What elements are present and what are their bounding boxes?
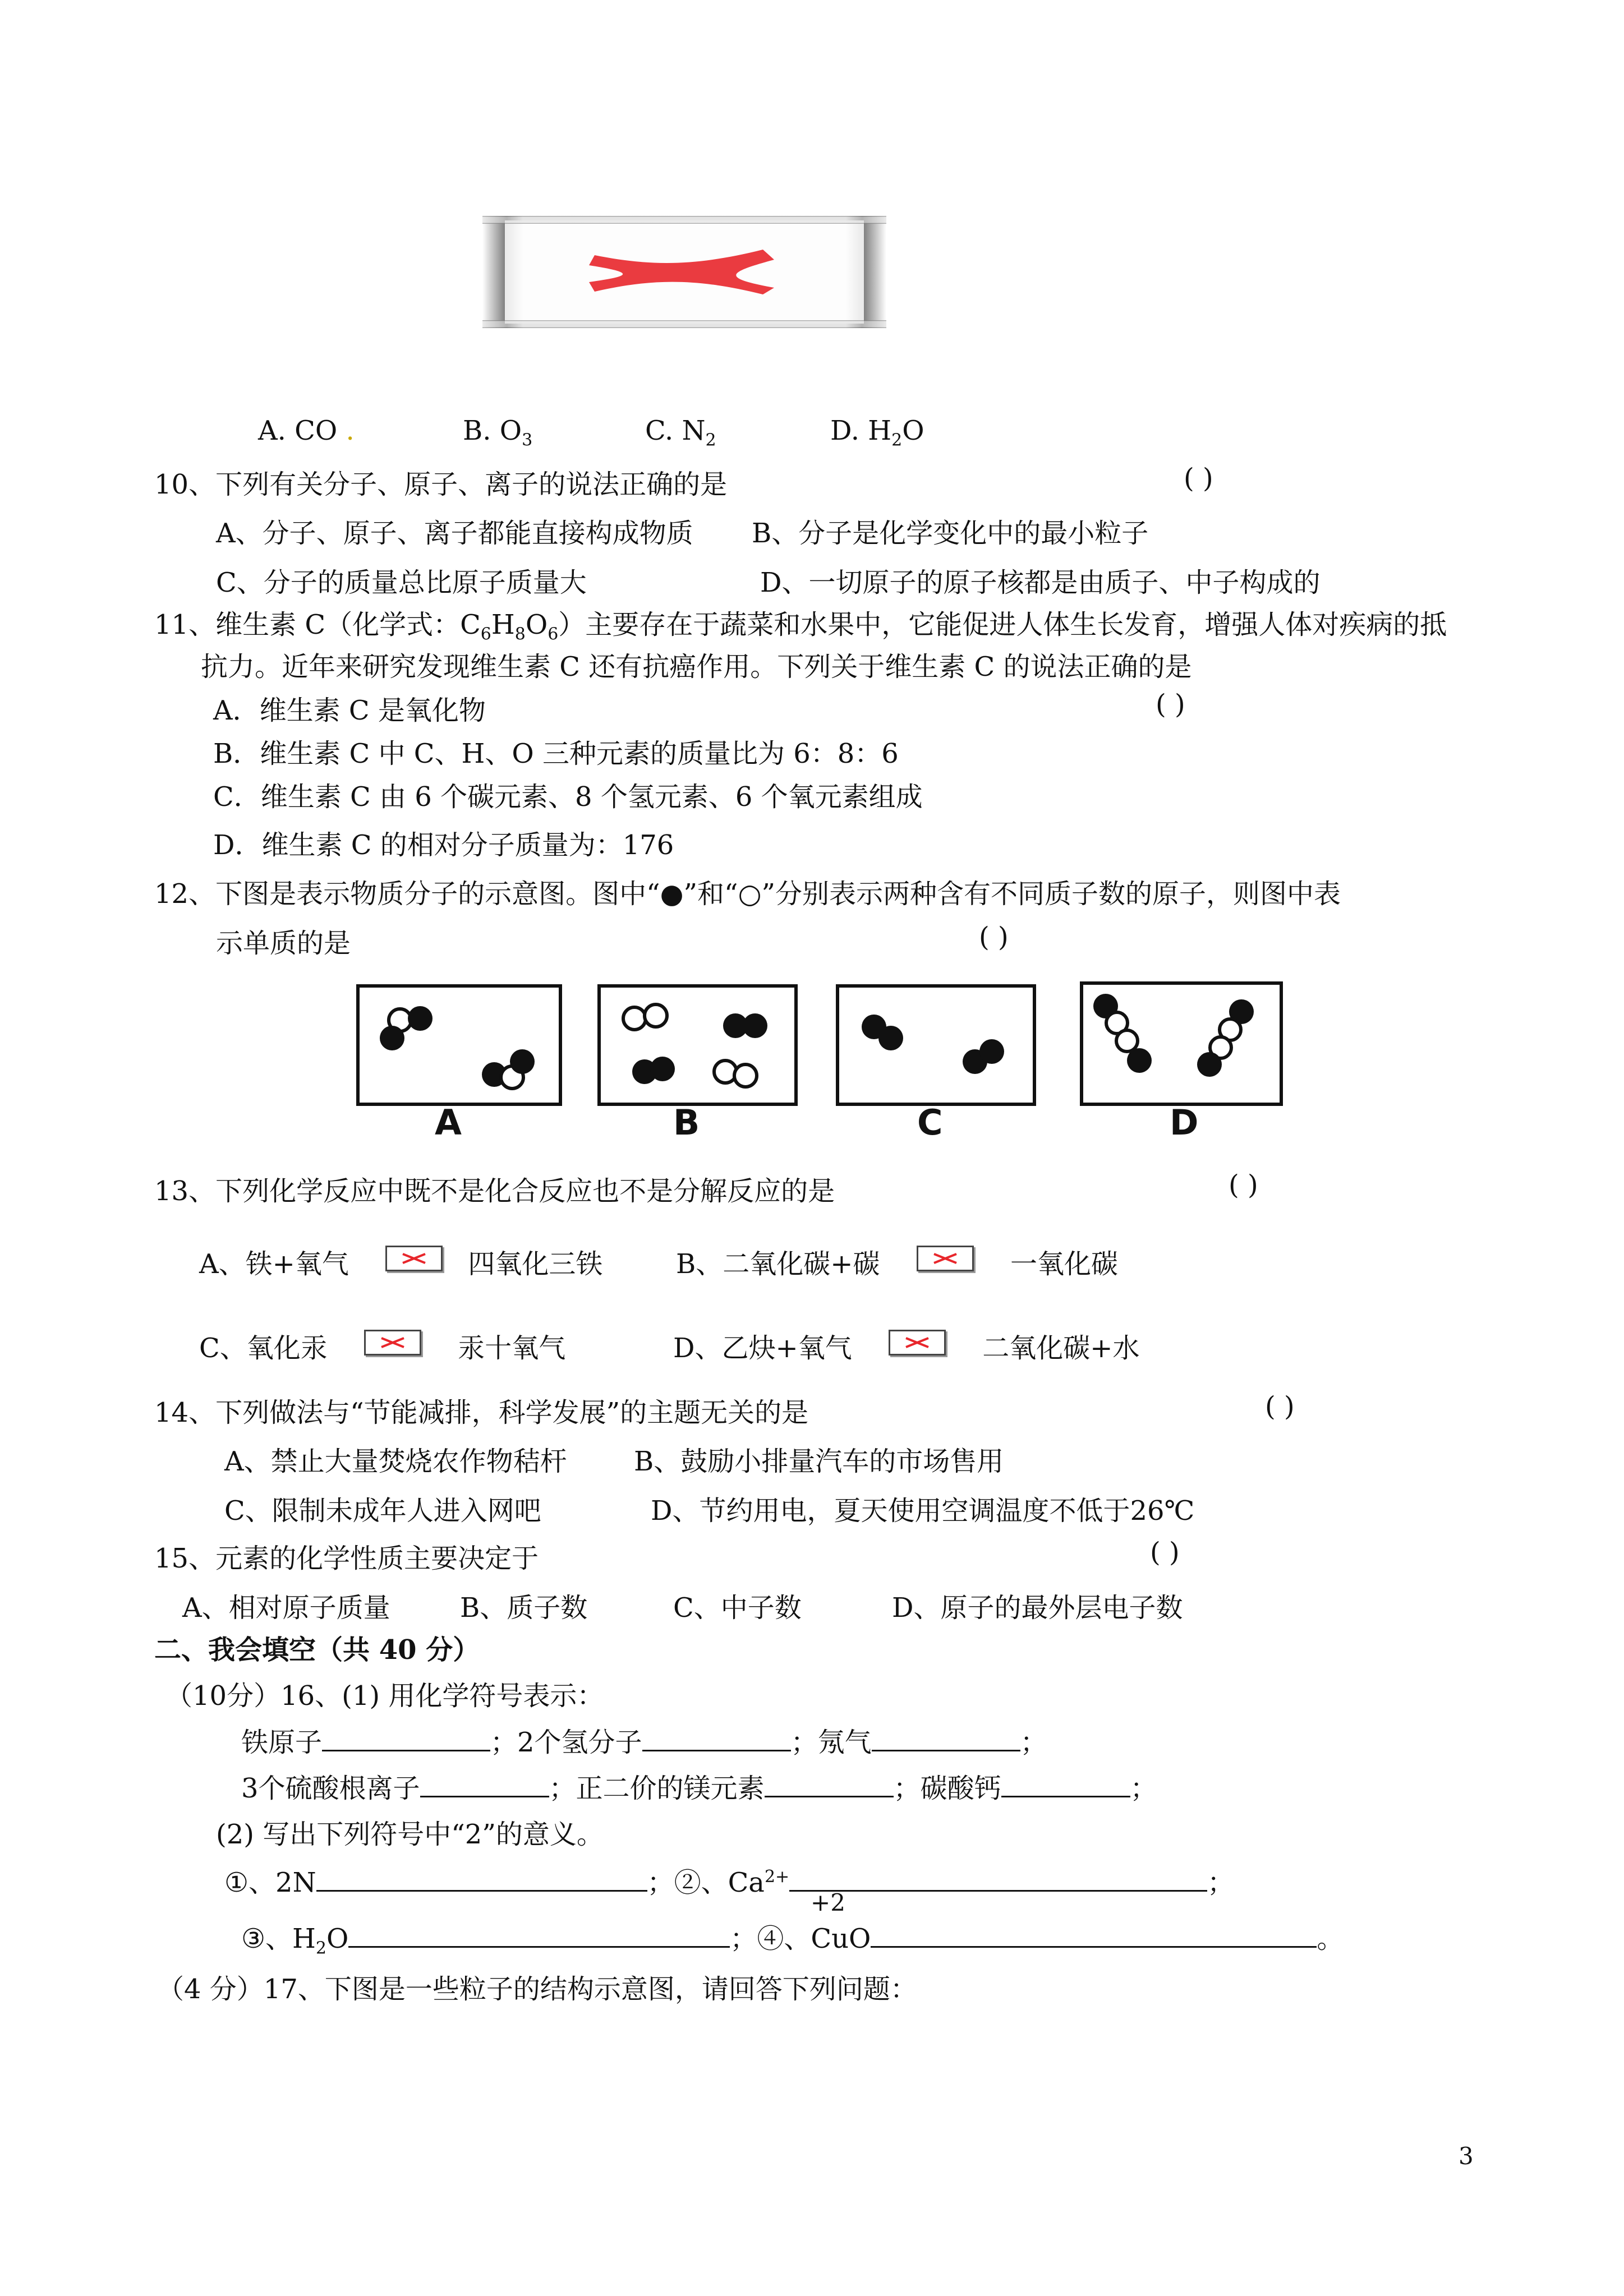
q11-option-b: B．维生素 C 中 C、H、O 三种元素的质量比为 6：8：6 — [213, 738, 899, 769]
q9-option-d: D. $H_2O$ — [830, 415, 924, 450]
q16-heading: （10分）16、(1) 用化学符号表示： — [165, 1680, 604, 1712]
q14-stem: 14、下列做法与“节能减排，科学发展”的主题无关的是 — [154, 1397, 809, 1428]
q12-stem-line1: 12、下图是表示物质分子的示意图。图中“●”和“○”分别表示两种含有不同质子数的原子，则图中表 — [154, 878, 1341, 910]
q16-cuo-charge: +2 — [811, 1889, 845, 1916]
molecule-label-c: C — [917, 1102, 943, 1143]
answer-blank-ca2[interactable] — [789, 1865, 1207, 1892]
answer-blank-calcium-carbonate[interactable] — [1001, 1771, 1130, 1797]
reaction-arrow-image-icon — [385, 1246, 443, 1271]
q16-line2: 3个硫酸根离子 ；正二价的镁元素 ；碳酸钙 ； — [241, 1767, 1157, 1805]
q15-option-a: A、相对原子质量 — [182, 1592, 390, 1624]
q11-stem-line2: 抗力。近年来研究发现维生素 C 还有抗癌作用。下列关于维生素 C 的说法正确的是 — [201, 651, 1192, 683]
section-heading: 二、我会填空（共 40 分） — [154, 1634, 480, 1666]
q11-option-c: C．维生素 C 由 6 个碳元素、8 个氢元素、6 个氧元素组成 — [213, 781, 923, 813]
answer-blank-sulfate-ion[interactable] — [420, 1771, 549, 1797]
q10-option-b: B、分子是化学变化中的最小粒子 — [752, 518, 1149, 549]
q14-option-b: B、鼓励小排量汽车的市场售用 — [634, 1446, 1004, 1477]
q12-answer-paren: ( ) — [979, 921, 1009, 953]
q13-option-b: B、二氧化碳+碳 一氧化碳 — [676, 1242, 1118, 1281]
q12-stem-line2: 示单质的是 — [216, 928, 351, 959]
molecule-label-b: B — [673, 1102, 700, 1143]
reaction-arrow-image-icon — [889, 1330, 946, 1356]
molecule-box-c — [836, 984, 1036, 1106]
q14-answer-paren: ( ) — [1265, 1391, 1295, 1422]
q9-option-c: C. $N_2$ — [645, 415, 716, 450]
molecule-label-d: D — [1170, 1102, 1199, 1143]
q15-stem: 15、元素的化学性质主要决定于 — [154, 1543, 539, 1574]
q11-stem-line1: 11、维生素 C（化学式：$C_6H_8O_6$）主要存在于蔬菜和水果中，它能促进人体生长发育，增强人体对疾病的抵 — [154, 609, 1447, 644]
q15-option-b: B、质子数 — [460, 1592, 588, 1624]
q16-line1: 铁原子 ；2个氢分子 ；氖气 ； — [241, 1721, 1047, 1759]
q16-part2: (2) 写出下列符号中“2”的意义。 — [216, 1819, 604, 1850]
q17-stem: （4 分）17、下图是一些粒子的结构示意图，请回答下列问题： — [157, 1974, 917, 2005]
molecule-label-a: A — [435, 1102, 462, 1143]
q14-option-d: D、节约用电，夏天使用空调温度不低于26℃ — [651, 1495, 1195, 1527]
q9-option-a: A. CO . — [258, 415, 355, 446]
answer-blank-cuo[interactable] — [871, 1921, 1317, 1948]
q15-option-c: C、中子数 — [673, 1592, 802, 1624]
broken-image-placeholder — [482, 216, 886, 328]
q16-line4: ③、$H_2O$ ；④、CuO 。 — [241, 1917, 1344, 1958]
q13-answer-paren: ( ) — [1229, 1169, 1258, 1201]
q13-option-d: D、乙炔+氧气 二氧化碳+水 — [673, 1326, 1139, 1365]
molecule-box-b — [597, 984, 798, 1106]
page-number: 3 — [1459, 2142, 1474, 2170]
q14-option-c: C、限制未成年人进入网吧 — [224, 1495, 541, 1527]
q11-option-d: D．维生素 C 的相对分子质量为：176 — [213, 829, 674, 861]
q13-stem: 13、下列化学反应中既不是化合反应也不是分解反应的是 — [154, 1175, 835, 1207]
answer-blank-h2o[interactable] — [348, 1921, 730, 1948]
answer-blank-2n[interactable] — [316, 1865, 647, 1892]
molecule-box-d — [1080, 981, 1283, 1106]
q11-option-a: A．维生素 C 是氧化物 — [213, 695, 486, 726]
q11-answer-paren: ( ) — [1156, 689, 1185, 720]
q16-line3: ①、2N ；②、$Ca^{2+}$ ； — [224, 1861, 1234, 1899]
q9-option-b: B. $O_3$ — [463, 415, 533, 450]
q10-stem: 10、下列有关分子、原子、离子的说法正确的是 — [154, 469, 728, 500]
q10-option-a: A、分子、原子、离子都能直接构成物质 — [216, 518, 693, 549]
q14-option-a: A、禁止大量焚烧农作物秸杆 — [224, 1446, 567, 1477]
answer-blank-magnesium[interactable] — [765, 1771, 894, 1797]
q15-option-d: D、原子的最外层电子数 — [892, 1592, 1183, 1624]
answer-blank-iron-atom[interactable] — [322, 1725, 490, 1751]
answer-blank-neon[interactable] — [872, 1725, 1020, 1751]
q13-option-a: A、铁+氧气 四氧化三铁 — [199, 1242, 602, 1281]
stray-dot: . — [346, 415, 355, 446]
molecule-box-a — [356, 984, 562, 1106]
q10-option-d: D、一切原子的原子核都是由质子、中子构成的 — [760, 567, 1321, 598]
q10-option-c: C、分子的质量总比原子质量大 — [216, 567, 587, 598]
q15-answer-paren: ( ) — [1150, 1537, 1180, 1568]
answer-blank-hydrogen-molecule[interactable] — [642, 1725, 791, 1751]
q10-answer-paren: ( ) — [1184, 463, 1213, 494]
reaction-arrow-image-icon — [917, 1246, 974, 1271]
q13-option-c: C、氧化汞 汞十氧气 — [199, 1326, 565, 1365]
reaction-arrow-image-icon — [364, 1330, 421, 1356]
